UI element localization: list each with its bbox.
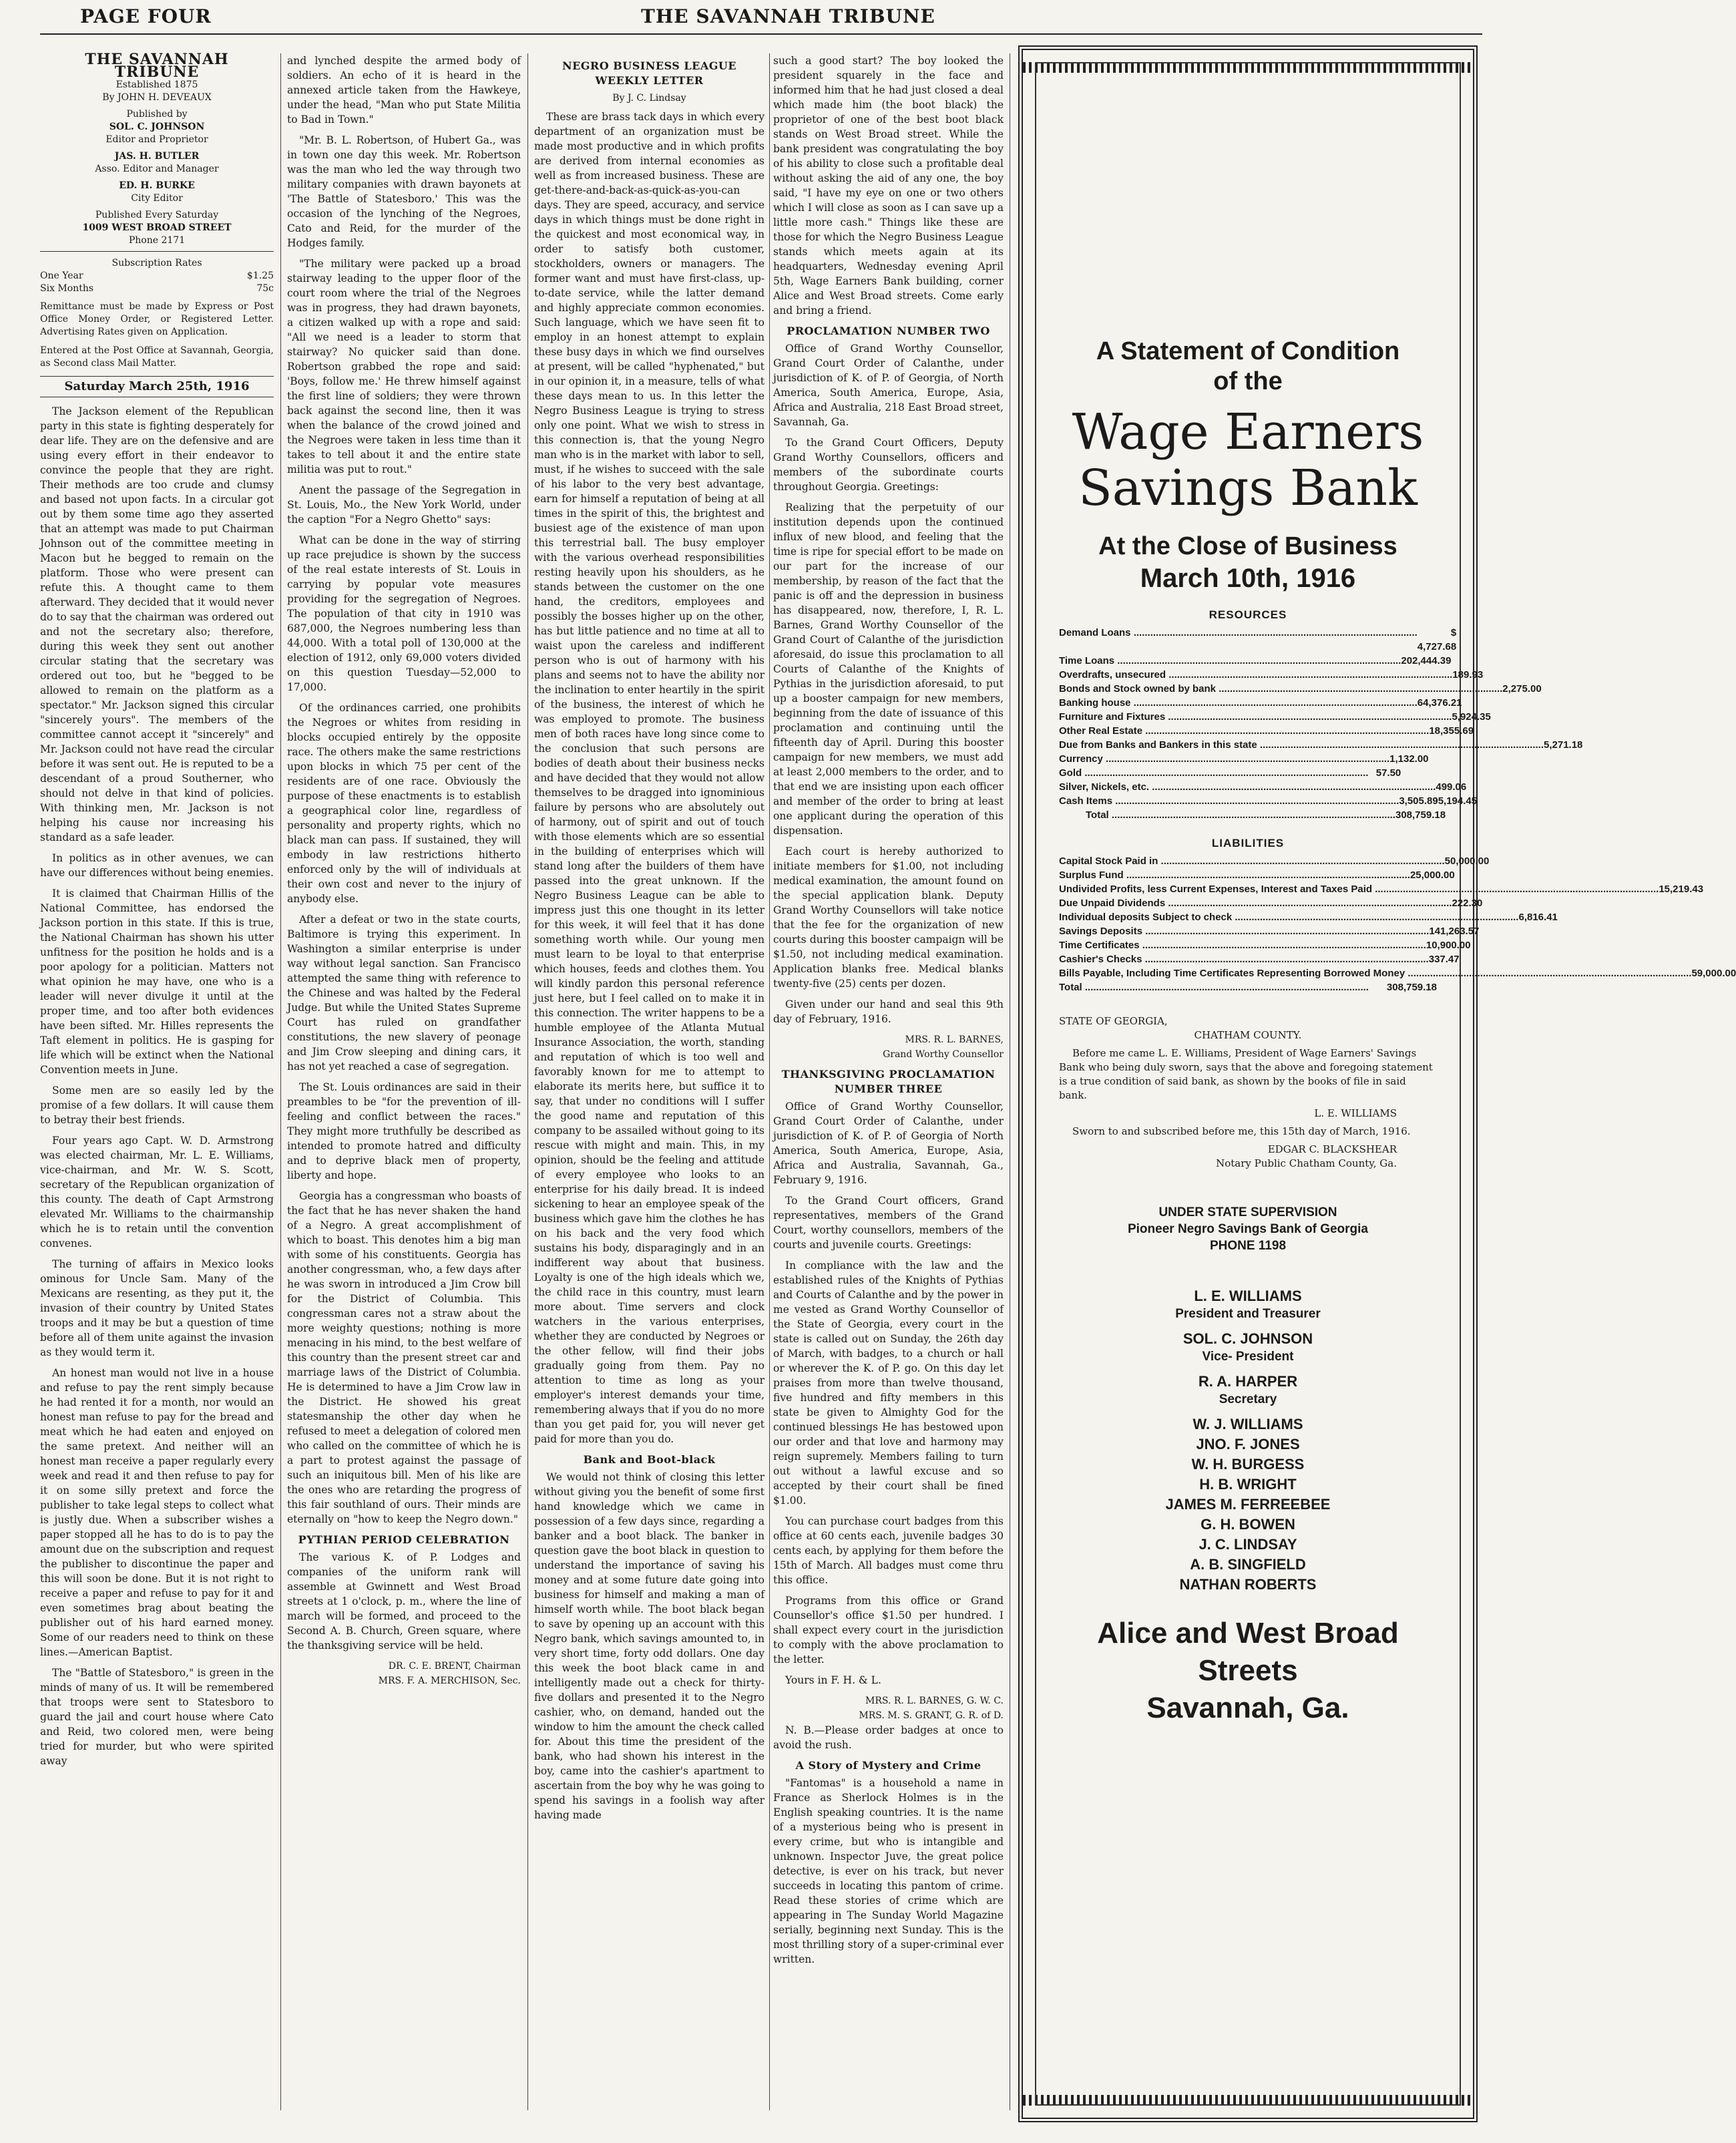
ad-frame [1035, 62, 1736, 2106]
column-rule [280, 53, 281, 2110]
bank-advertisement [1018, 45, 1736, 2122]
column-rule [769, 53, 770, 2110]
liability-row [1059, 924, 1480, 938]
running-head: THE SAVANNAH TRIBUNE [641, 5, 935, 27]
liability-row [1059, 882, 1704, 896]
resource-label: Currency ..... [1059, 752, 1389, 766]
rates-title: Subscription Rates [112, 258, 202, 268]
section-heading: PYTHIAN PERIOD CELEBRATION [298, 1533, 510, 1546]
total-value: 308,759.18 [1386, 982, 1437, 993]
article-text: The St. Louis ordinances are said in their preambles to be "for the prevention of ill-feeling and conflict between the races." They might more truthfully be described as intended to promote hatred and difficulty and to deprive black men of property, liberty and hope. [287, 1081, 521, 1181]
section-heading: NEGRO BUSINESS LEAGUE WEEKLY LETTER [562, 59, 737, 87]
bank-name: Wage Earners [1072, 403, 1424, 461]
pioneer-line: Pioneer Negro Savings Bank of Georgia [1127, 1222, 1369, 1236]
subscription-rates [40, 257, 274, 370]
article-text: Of the ordinances carried, one prohibits the Negroes or whites from residing in blocks occupied entirely by the opposite race. The others make the same restrictions upon blocks in which 75 per cent of the residents are of one race. Obviously the purpose of these enactments is to establish a geographical color line, regardless of personality and property rights, which no black man can pass. If sustained, they will embody in law restrictions hitherto enforced only by the will of individuals at their own cost and never to the injury of anybody else. [287, 702, 521, 905]
column-rule [527, 53, 528, 2110]
liability-row [1059, 868, 1455, 882]
street-address: Alice and West Broad Streets [1097, 1617, 1399, 1687]
resource-subvalue: 57.50 [1375, 767, 1401, 779]
resource-label: Overdrafts, unsecured ..... [1059, 668, 1452, 682]
officer-name: L. E. WILLIAMS [1194, 1288, 1302, 1304]
resource-label: Demand Loans ..... [1059, 626, 1418, 654]
article-text: After a defeat or two in the state courts, Baltimore is trying this experiment. In Washington a similar enterprise is under way without legal sanction. San Francisco attempted the same thing with reference to the Chinese and was halted by the Federal Judge. But while the United States Supreme Court has ruled on grandfather constitutions, the new slavery of peonage and Jim Crow sleeping and dining cars, it has not yet reached a case of segregation. [287, 914, 521, 1073]
total-row [1059, 808, 1446, 822]
rate-row [40, 282, 274, 295]
liability-value: 6,816.41 [1518, 912, 1558, 923]
liability-label: Surplus Fund ..... [1059, 868, 1410, 882]
county-line: CHATHAM COUNTY. [1194, 1029, 1302, 1041]
article-text: "The military were packed up a broad stairway leading to the upper floor of the court room where the trial of the Negroes was in progress, they had drawn bayonets, a citizen walked up with a rope and said: "All we need is a leader to storm that stairway? No quicker said than done. Robertson grabbed the rope and said: 'Boys, follow me.' He threw himself against the first line of soldiers; they were thrown back against the second line, then it was when the balance of the crowd joined and the Negroes were taken in less time than it takes to tell about it and the entire state militia was put to rout." [287, 258, 521, 475]
resource-label: Time Loans ..... [1059, 654, 1401, 668]
total-row [1059, 980, 1437, 994]
officer-name: NATHAN ROBERTS [1179, 1576, 1317, 1593]
article-text: Realizing that the perpetuity of our institution depends upon the continued influx of new blood, and feeling that the time is ripe for special effort to be made on our part for the increase of our membership, by reason of the fact that the panic is off and the depression in business has disappeared, now, therefore, I, R. L. Barnes, Grand Worthy Counsellor of the Grand Court of Calanthe of the jurisdiction aforesaid, do issue this proclamation to all Courts of Calanthe of the Knights of Pythias in the jurisdiction aforesaid, to put up a booster campaign for new members, beginning from the date of issuance of this proclamation and continuing until the fifteenth day of April. During this booster campaign for new members, we must add at least 2,000 members to the order, and to that end we are insisting upon each officer and member of the order to bring at least one applicant during the operation of this dispensation. [773, 502, 1004, 837]
resource-label: Gold ..... [1059, 766, 1368, 780]
officer-name: SOL. C. JOHNSON [1182, 1330, 1313, 1347]
article-text: Office of Grand Worthy Counsellor, Grand Court Order of Calanthe, under jurisdiction of K. of P. of Georgia of North America, South America, Europe, Asia, Africa and Australia, Savannah, Ga., February 9, 1916. [773, 1101, 1004, 1186]
liability-row [1059, 966, 1736, 980]
resource-label: Bonds and Stock owned by bank ..... [1059, 682, 1502, 696]
article-text: such a good start? The boy looked the president squarely in the face and informed him that he had just closed a deal which made him (the boot black) the proprietor of one of the best boot black stands on West Broad street. While the bank president was congratulating the boy of his ability to close such a profitable deal without asking the aid of any one, the boy said, "I have my eye on one or two others which I will close as soon as I can save up a little more cash." Things like these are those for which the Negro Business League stands which meets again at its headquarters, Wednesday evening April 5th, Wage Earners Bank building, corner Alice and West Broad streets. Come early and bring a friend. [773, 55, 1004, 317]
statement-date: March 10th, 1916 [1140, 564, 1356, 593]
liability-value: 25,000.00 [1409, 869, 1455, 881]
liability-value: 15,219.43 [1659, 884, 1704, 895]
liability-label: Due Unpaid Dividends ..... [1059, 896, 1452, 910]
signature: MRS. F. A. MERCHISON, Sec. [378, 1676, 521, 1686]
article-text: To the Grand Court Officers, Deputy Grand Worthy Counsellors, officers and members of the subordinate courts throughout Georgia. Greetings: [773, 437, 1004, 493]
resource-row [1059, 780, 1467, 794]
publisher: SOL. C. JOHNSON [109, 122, 205, 132]
article-text: You can purchase court badges from this office at 60 cents each, juvenile badges 30 cents each, by applying for them before the 15th of March. All badges must come thru this office. [773, 1515, 1004, 1586]
column-1 [40, 53, 274, 2124]
sworn-text: Sworn to and subscribed before me, this 15th day of March, 1916. [1072, 1125, 1411, 1137]
byline: By J. C. Lindsay [612, 93, 686, 104]
resource-subvalue: 1,132.00 [1389, 753, 1429, 765]
article-text: We would not think of closing this letter without giving you the benefit of some first hand knowledge which we came in possession of a few days since, regarding a banker and a boot black. The banker in question gave the boot black in question to understand the importance of saving his money and at some future date going into business for himself and making a man of himself worth while. The boot black began to save by opening up an account with this Negro bank, which savings amounted to, in very short time, forty odd dollars. One day this week the boot black came in and intelligently made out a check for thirty-five dollars and presented it to the Negro cashier, who, on demand, handed out the window to him the amount the check called for. About this time the president of the bank, who had shown his interest in the boy, came into the cashier's apartment to ascertain from the boy why he was going to spend his savings in a foolish way after having made [534, 1471, 765, 1821]
resource-row [1059, 794, 1478, 808]
total-label: Total ..... [1059, 980, 1369, 994]
editorial: Some men are so easily led by the promise of a few dollars. It will cause them to betray their best friends. [40, 1085, 274, 1126]
rate-label: Six Months [40, 283, 94, 294]
founder: By JOHN H. DEVEAUX [102, 92, 212, 103]
liability-value: 10,900.00 [1426, 940, 1471, 951]
ad-headline: A Statement of Condition [1096, 337, 1400, 365]
liability-value: 337.47 [1428, 954, 1460, 965]
liability-label: Bills Payable, Including Time Certificates Representing Borrowed Money ..... [1059, 966, 1691, 980]
resource-value [1429, 752, 1437, 766]
article-text: These are brass tack days in which every department of an organization must be made most productive and in which profits are derived from internal economies as well as from increased business. These are get-there-and-back-as-quick-as-you-can days. They are speed, accuracy, and service days in which things must be done right in the quickest and most economical way, in order to satisfy both customer, stockholders, owners or managers. The former want and must have first-class, up-to-date service, while the latter demand and highly appreciate common economies. Such language, which we have seen fit to employ in an honest attempt to explain these busy days in which we find ourselves at present, will be called "hyphenated," but in our opinion it, in a measure, tells of what these days mean to us. In this letter the Negro Business League is trying to stress only one point. What we wish to stress in this connection is, that the young Negro man who is in the market with labor to sell, must, if he wishes to succeed with the sale of his labor to the very best advantage, earn for himself a reputation of being at all times in the spirit of this, the brightest and busiest age of the existence of man upon this terrestrial ball. The busy employer with the various overhead responsibilities resting heavily upon his shoulders, as he stands between the customer on the one hand, the creditors, employees and possibly the bosses higher up on the other, has but little patience and no time at all to waist upon the careless and indifferent person who is out of harmony with his plans and seems not to have the ability nor the inclination to enter heartily in the spirit of the business, the interest of which he was employed to promote. The business men of both races have long since come to the conclusion that such persons are bodies of death about their business necks and have decided that they would not allow themselves to be dragged into ignominious failure by persons who are absolutely out of harmony, out of spirit and out of touch with those elements which are so essential in the building of enterprises which will stand long after the builders of them have passed into the great unknown. If the Negro Business League can be able to impress just this one thought in its letter for this week, it will feel that it has done something worth while. Our young men must learn to be loyal to that enterprise which houses, feeds and clothes them. You will kindly pardon this personal reference just here, but I feel called on to make it in this connection. The writer happens to be a humble employee of the Atlanta Mutual Insurance Association, the worth, standing and reputation of which is too well and favorably known for me to attempt to elaborate its merits here, but suffice it to say, that under no conditions will I suffer the good name and reputation of this company to be assailed without going to its rescue with might and main. This, in my opinion, should be the feeling and attitude of every employee who looks to an enterprise for his daily bread. It is indeed sickening to hear an employee speak of the business which gave him the clothes he has on his back and the very food which sustains his body, disparagingly and in an indifferent way about that business. Loyalty is one of the high ideals which we, the child race in this country, must learn more about. Time servers and clock watchers in the various enterprises, whether they are conducted by Negroes or the other fellow, will find their jobs gradually going from them. Pay no attention to time as long as your employer's interest demands your time, remembering always that if you do no more than you get paid for, you will never get paid for more than you do. [534, 111, 765, 1445]
rate-label: One Year [40, 270, 83, 281]
signature: MRS. R. L. BARNES, [905, 1034, 1004, 1045]
office-phone: Phone 2171 [128, 235, 186, 246]
resource-label: Silver, Nickels, etc. ..... [1059, 780, 1436, 794]
article-text: What can be done in the way of stirring up race prejudice is shown by the success of the real estate interests of St. Louis in carrying by popular vote measures providing for the segregation of Negroes. The population of that city in 1910 was 687,000, the Negroes numbering less than 44,000. With a total poll of 130,000 at the election of 1912, only 69,000 voters divided on this question Tuesday—52,000 to 17,000. [287, 534, 521, 693]
close-of-business: At the Close of Business [1098, 532, 1397, 560]
officer-name: JAMES M. FERREEBEE [1165, 1496, 1331, 1513]
article-text: Given under our hand and seal this 9th day of February, 1916. [773, 998, 1004, 1025]
resource-row [1059, 710, 1491, 724]
resource-value: 64,376.21 [1417, 697, 1462, 709]
rate-row [40, 270, 274, 282]
bank-phone: PHONE 1198 [1209, 1239, 1287, 1253]
officers-list [1059, 1286, 1437, 1595]
assoc-editor: JAS. H. BUTLER [114, 151, 200, 162]
resource-row [1059, 668, 1484, 682]
affiant: L. E. WILLIAMS [1314, 1107, 1397, 1119]
liability-row [1059, 896, 1483, 910]
office-address: 1009 WEST BROAD STREET [82, 222, 232, 233]
resource-value: 202,444.39 [1401, 655, 1452, 666]
notary-name: EDGAR C. BLACKSHEAR [1267, 1143, 1397, 1155]
resource-label: Banking house ..... [1059, 696, 1418, 710]
article-text: Georgia has a congressman who boasts of the fact that he has never shaken the hand of a Negro. A great accomplishment of which to boast. This denotes him a big man with some of his constituents. Georgia has another congressman, who, a few days after he was sworn in introduced a Jim Crow bill for the District of Columbia. This congressman cares not a straw about the more weighty questions; nothing is more menacing in his mind, to the best welfare of this country than the present street car and marriage laws of the District of Columbia. He is determined to have a Jim Crow law in the District. He showed his great statesmanship the other day when he refused to meet a delegation of colored men who called on the committee of which he is a part to protest against the passage of such an iniquitous bill. Men of his like are the ones who are retarding the progress of this fair southland of ours. Their minds are eternally on "how to keep the Negro down." [287, 1190, 521, 1525]
affidavit-text: Before me came L. E. Williams, President of Wage Earners' Savings Bank who being duly sworn, says that the above and foregoing statement is a true condition of said bank, as shown by the books of file in said bank. [1059, 1047, 1433, 1101]
city-editor: ED. H. BURKE [119, 180, 195, 191]
liabilities-title: LIABILITIES [1211, 837, 1285, 849]
ad-headline-2: of the [1213, 367, 1283, 395]
editorial: The turning of affairs in Mexico looks ominous for Uncle Sam. Many of the Mexicans are resenting, as they put it, the invasion of their country by United States troops and it may be but a question of time before all of them unite against the invasion as they would term it. [40, 1258, 274, 1358]
rate-value: 75c [256, 283, 274, 294]
resource-row [1059, 626, 1457, 654]
resource-value: 189.93 [1452, 669, 1484, 680]
liability-label: Undivided Profits, less Current Expenses, Interest and Taxes Paid ..... [1059, 882, 1659, 896]
subheading: Bank and Boot-black [583, 1453, 716, 1466]
officer-title: Vice- President [1202, 1350, 1294, 1364]
resources-title: RESOURCES [1209, 608, 1287, 621]
officer-name: H. B. WRIGHT [1199, 1476, 1297, 1493]
resource-row [1059, 766, 1437, 780]
article-text: Each court is hereby authorized to initiate members for $1.00, not including medical examination, the amount found on the special application blank. Deputy Grand Worthy Counsellors will take notice that the fee for the organization of new courts during this booster campaign will be $1.50, not including medical examination. Application blanks free. Medical blanks twenty-five (25) cents per dozen. [773, 845, 1004, 990]
officer-name: G. H. BOWEN [1201, 1516, 1295, 1533]
liability-label: Cashier's Checks ..... [1059, 952, 1429, 966]
liability-label: Time Certificates ..... [1059, 938, 1426, 952]
resources-table [1059, 626, 1583, 808]
masthead-title: THE SAVANNAH TRIBUNE [85, 51, 229, 81]
affidavit [1059, 1014, 1437, 1171]
subheading: A Story of Mystery and Crime [795, 1759, 982, 1772]
editorial: The Jackson element of the Republican party in this state is fighting desperately for dear life. They are on the defensive and are using every effort in their endeavor to convince the people that they are right. Their methods are too crude and clumsy and based not upon facts. In a circular got out by them some time ago they asserted that an attempt was made to put Chairman Johnson out of the committee meeting in Macon but he begged to remain on the platform. Those who were present can refute this. A thought came to them afterward. They decided that it would never do to say that the chairman was ordered out and not the secretary also; therefore, during this week they sent out another circular stating that the secretary was ordered out too, but he "begged to be allowed to remain on the platform as a spectator." Mr. Jackson signed this circular "sincerely yours". The members of the committee cannot accept it "sincerely" and Mr. Jackson could not have read the circular before it was sent out. He is reputed to be a descendant of a proud Southerner, who should not delve in that kind of policies. With thinking men, Mr. Jackson is not helping his cause nor increasing his standard as a safe leader. [40, 405, 274, 843]
city-role: City Editor [131, 193, 183, 204]
liability-row [1059, 910, 1558, 924]
officer-title: Secretary [1219, 1392, 1277, 1406]
liabilities-table [1059, 854, 1736, 980]
bank-name-2: Savings Bank [1078, 459, 1418, 517]
article-text: N. B.—Please order badges at once to avoid the rush. [773, 1724, 1004, 1751]
editorial: Four years ago Capt. W. D. Armstrong was elected chairman, Mr. L. E. Williams, vice-chairman, and Mr. W. S. Scott, secretary of the Republican organization of this county. The death of Capt Armstrong elevated Mr. Williams to the chairmanship which he is to retain until the convention convenes. [40, 1135, 274, 1249]
resource-label: Furniture and Fixtures ..... [1059, 710, 1452, 724]
entry-note: Entered at the Post Office at Savannah, Georgia, as Second class Mail Matter. [40, 345, 274, 369]
liability-row [1059, 938, 1471, 952]
article-text: and lynched despite the armed body of soldiers. An echo of it is heard in the annexed article taken from the Hawkeye, under the head, "Man who put State Militia to Bad in Town." [287, 55, 521, 126]
resource-row [1059, 752, 1437, 766]
liability-label: Individual deposits Subject to check ..... [1059, 910, 1518, 924]
liability-row [1059, 854, 1490, 868]
bank-address [1059, 1615, 1437, 1727]
resource-value: 5,271.18 [1544, 739, 1583, 751]
resource-row [1059, 682, 1542, 696]
header-rule [40, 33, 1482, 35]
liability-label: Capital Stock Paid in ..... [1059, 854, 1445, 868]
section-heading: PROCLAMATION NUMBER TWO [787, 325, 990, 337]
resource-row [1059, 654, 1452, 668]
article-text: Programs from this office or Grand Counsellor's office $1.50 per hundred. I shall expect every court in the jurisdiction to comply with the above proclamation to the letter. [773, 1595, 1004, 1666]
liability-value: 141,263.57 [1429, 926, 1480, 937]
resource-value: 5,924.35 [1452, 711, 1491, 723]
rate-value: $1.25 [246, 270, 274, 281]
remittance-note: Remittance must be made by Express or Post Office Money Order, or Registered Letter. Advertising Rates given on Application. [40, 301, 274, 337]
liability-label: Savings Deposits ..... [1059, 924, 1429, 938]
state-line: STATE OF GEORGIA, [1059, 1015, 1168, 1027]
editorial: It is claimed that Chairman Hillis of the National Committee, has endorsed the Jackson portion in this state. If this is true, the National Chairman has shown his utter unfitness for the position he holds and is a poor apology for a politician. Matters not what opinion he may have, one who is a leader will never divulge it until at the proper time, and too after both evidences have been sifted. Mr. Hilles represents the Taft element in politics. He is gasping for life which will be extinct when the National Convention meets in June. [40, 888, 274, 1076]
page-header [0, 0, 1514, 40]
article-text: Anent the passage of the Segregation in St. Louis, Mo., the New York World, under the caption "For a Negro Ghetto" says: [287, 484, 521, 526]
article-text: Office of Grand Worthy Counsellor, Grand Court Order of Calanthe, under jurisdiction of K. of P. of Georgia, of North America, South America, Europe, Asia, Africa and Australia, 218 East Broad street, Savannah, Ga. [773, 343, 1004, 428]
officer-name: W. J. WILLIAMS [1192, 1416, 1303, 1432]
officer-name: W. H. BURGESS [1191, 1456, 1305, 1473]
resource-subvalue: 499.06 [1436, 781, 1467, 793]
liability-value: 59,000.00 [1691, 968, 1736, 979]
schedule: Published Every Saturday [95, 210, 219, 220]
resource-row [1059, 724, 1474, 738]
issue-date: Saturday March 25th, 1916 [40, 376, 274, 397]
editorial: An honest man would not live in a house and refuse to pay the rent simply because he had rented it for a month, nor would an honest man refuse to pay for the bread and meat which he had eaten and enjoyed on the same pretext. And neither will an honest man receive a paper regularly every week and read it and then refuse to pay for it on some silly pretext and force the publisher to take legal steps to collect what is justly due. When a subscriber wishes a paper stopped all he has to do is to pay the amount due on the subscription and request the publisher to discontinue the paper and this will soon be done. But it is not right to receive a paper and refuse to pay for it and even sometimes brag about beating the publisher out of his hard earned money. Some of our readers need to think on these lines.—American Baptist. [40, 1367, 274, 1658]
total-label: Total ..... [1059, 808, 1395, 822]
signature: MRS. M. S. GRANT, G. R. of D. [859, 1710, 1004, 1721]
resource-value [1401, 766, 1437, 780]
editorial: In politics as in other avenues, we can have our differences without being enemies. [40, 852, 274, 879]
published-by: Published by [126, 109, 188, 120]
column-2 [287, 53, 521, 2124]
resource-label: Other Real Estate ..... [1059, 724, 1429, 738]
article-text: "Mr. B. L. Robertson, of Hubert Ga., was in town one day this week. Mr. Robertson was the man who led the way through two military companies with drawn bayonets at 'The Battle of Statesboro.' This was the occasion of the lynching of the Negroes, Cato and Reid, for the murder of the Hodges family. [287, 134, 521, 249]
officer-name: A. B. SINGFIELD [1190, 1556, 1306, 1573]
resource-value: $ 4,727.68 [1417, 627, 1457, 652]
notary-title: Notary Public Chatham County, Ga. [1216, 1157, 1397, 1169]
liability-value: 222.30 [1452, 898, 1483, 909]
resource-value: 5,194.45 [1438, 795, 1478, 807]
officer-name: J. C. LINDSAY [1199, 1536, 1297, 1553]
article-text: "Fantomas" is a household a name in France as Sherlock Holmes is in the English speaking countries. It is the name of a mysterious being who is present in every crime, but who is intangible and unknown. Inspector Juve, the great police detective, is ever on his track, but never succeeds in locating this pantom of crime. Read these stories of crime which are appearing in The Sunday World Magazine serially, beginning next Sunday. This is the most thrilling story of a super-criminal ever written. [773, 1777, 1004, 1965]
resource-label: Cash Items ..... [1059, 794, 1399, 808]
supervision-block [1059, 1204, 1437, 1254]
publisher-role: Editor and Proprietor [105, 134, 208, 145]
resource-row [1059, 696, 1462, 710]
article-text: To the Grand Court officers, Grand representatives, members of the Grand Court, worthy counsellors, members of the courts and juvenile courts. Greetings: [773, 1195, 1004, 1251]
resource-subvalue: 3,505.89 [1399, 795, 1438, 807]
resource-label: Due from Banks and Bankers in this state ..... [1059, 738, 1544, 752]
officer-name: JNO. F. JONES [1196, 1436, 1300, 1452]
column-3 [534, 53, 765, 2124]
article-text: In compliance with the law and the established rules of the Knights of Pythias and Courts of Calanthe and by the power in me vested as Grand Worthy Counsellor of the State of Georgia, every court in the state is called out on Sunday, the 26th day of March, with badges, to a church or hall or wherever the K. of P. go. On this day let praises from more than twelve thousand, five hundred and fifty members in this state be given to Almighty God for the continued blessings He has bestowed upon our order and that love and harmony may reign supremely. Members failing to turn out without a lawful excuse and so accepted by their court shall be fined $1.00. [773, 1259, 1004, 1507]
assoc-role: Asso. Editor and Manager [95, 164, 219, 174]
resource-value: 2,275.00 [1502, 683, 1542, 695]
supervision: UNDER STATE SUPERVISION [1158, 1205, 1337, 1219]
liabilities-total [1059, 980, 1437, 994]
page-number: PAGE FOUR [80, 5, 212, 27]
liability-row [1059, 952, 1460, 966]
resource-row [1059, 738, 1583, 752]
article-text: The various K. of P. Lodges and companies of the uniform rank will assemble at Gwinnett and West Broad streets at 1 o'clock, p. m., where the line of march will be formed, and proceed to the Second A. B. Church, Green square, where the thanksgiving service will be held. [287, 1551, 521, 1651]
resources-total [1059, 808, 1446, 822]
total-value: 308,759.18 [1395, 809, 1446, 821]
signature: MRS. R. L. BARNES, G. W. C. [865, 1696, 1004, 1706]
signature: Grand Worthy Counsellor [883, 1049, 1004, 1060]
established: Established 1875 [116, 79, 198, 90]
article-text: Yours in F. H. & L. [785, 1674, 881, 1686]
officer-name: R. A. HARPER [1198, 1373, 1298, 1390]
masthead [40, 53, 274, 252]
signature: DR. C. E. BRENT, Chairman [388, 1661, 521, 1672]
editorial: The "Battle of Statesboro," is green in the minds of many of us. It will be remembered that troops were sent to Statesboro to guard the jail and court house where Cato and Reid, two colored men, were being tried for murder, but who were spirited away [40, 1667, 274, 1767]
city-address: Savannah, Ga. [1146, 1692, 1349, 1724]
section-heading: THANKSGIVING PROCLAMATION NUMBER THREE [781, 1068, 996, 1095]
liability-value: 50,000.00 [1444, 855, 1490, 867]
officer-title: President and Treasurer [1175, 1307, 1321, 1321]
resource-value: 18,355.69 [1429, 725, 1474, 737]
column-4 [773, 53, 1004, 2124]
